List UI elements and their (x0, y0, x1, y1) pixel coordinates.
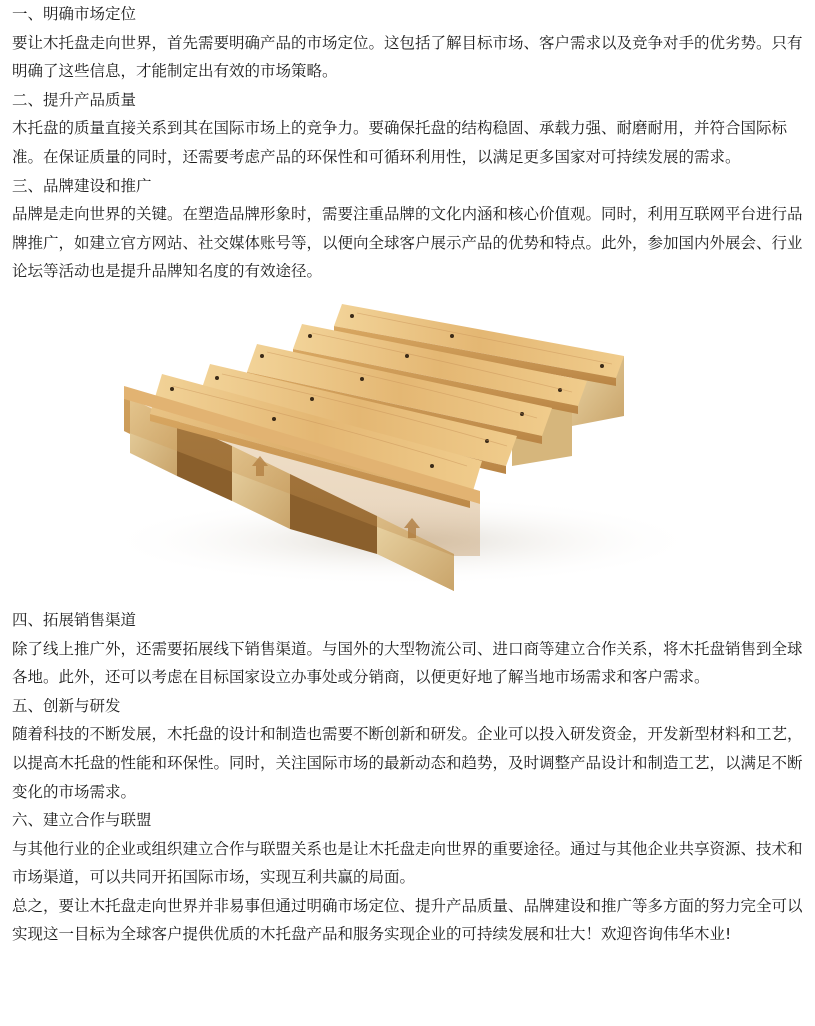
section-heading: 六、建立合作与联盟 (12, 811, 152, 830)
section-paragraph: 随着科技的不断发展，木托盘的设计和制造也需要不断创新和研发。企业可以投入研发资金，开发新型材料和工艺，以提高木托盘的性能和环保性。同时，关注国际市场的最新动态和趋势，及时调整产品设计和制造工艺，以满足不断变化的市场需求。 (12, 725, 803, 801)
section-heading: 四、拓展销售渠道 (12, 610, 137, 629)
section-heading: 五、创新与研发 (12, 696, 121, 715)
section-heading: 一、明确市场定位 (12, 5, 137, 23)
conclusion-paragraph: 总之，要让木托盘走向世界并非易事但通过明确市场定位、提升产品质量、品牌建设和推广等多方面的努力完全可以实现这一目标为全球客户提供优质的木托盘产品和服务实现企业的可持续发展和壮大！欢迎咨询伟华木业! (12, 896, 803, 944)
section-paragraph: 品牌是走向世界的关键。在塑造品牌形象时，需要注重品牌的文化内涵和核心价值观。同时，利用互联网平台进行品牌推广，如建立官方网站、社交媒体账号等，以便向全球客户展示产品的优势和特点。此外，参加国内外展会、行业论坛等活动也是提升品牌知名度的有效途径。 (12, 205, 803, 281)
section-5 (12, 692, 803, 806)
section-2 (12, 86, 803, 172)
section-paragraph: 除了线上推广外，还需要拓展线下销售渠道。与国外的大型物流公司、进口商等建立合作关系，将木托盘销售到全球各地。此外，还可以考虑在目标国家设立办事处或分销商，以便更好地了解当地市场需求和客户需求。 (12, 639, 803, 687)
section-paragraph: 木托盘的质量直接关系到其在国际市场上的竞争力。要确保托盘的结构稳固、承载力强、耐磨耐用，并符合国际标准。在保证质量的同时，还需要考虑产品的环保性和可循环利用性，以满足更多国家对可持续发展的需求。 (12, 119, 788, 166)
section-paragraph: 要让木托盘走向世界，首先需要明确产品的市场定位。这包括了解目标市场、客户需求以及竞争对手的优劣势。只有明确了这些信息，才能制定出有效的市场策略。 (12, 33, 803, 81)
wooden-pallet-image (12, 286, 803, 606)
section-6 (12, 806, 803, 892)
pallet-figure (12, 286, 803, 606)
section-4 (12, 606, 803, 692)
section-paragraph: 与其他行业的企业或组织建立合作与联盟关系也是让木托盘走向世界的重要途径。通过与其他企业共享资源、技术和市场渠道，可以共同开拓国际市场，实现互利共赢的局面。 (12, 839, 803, 887)
section-3 (12, 172, 803, 286)
section-heading: 三、品牌建设和推广 (12, 176, 152, 195)
section-1 (12, 0, 803, 86)
section-heading: 二、提升产品质量 (12, 90, 137, 109)
